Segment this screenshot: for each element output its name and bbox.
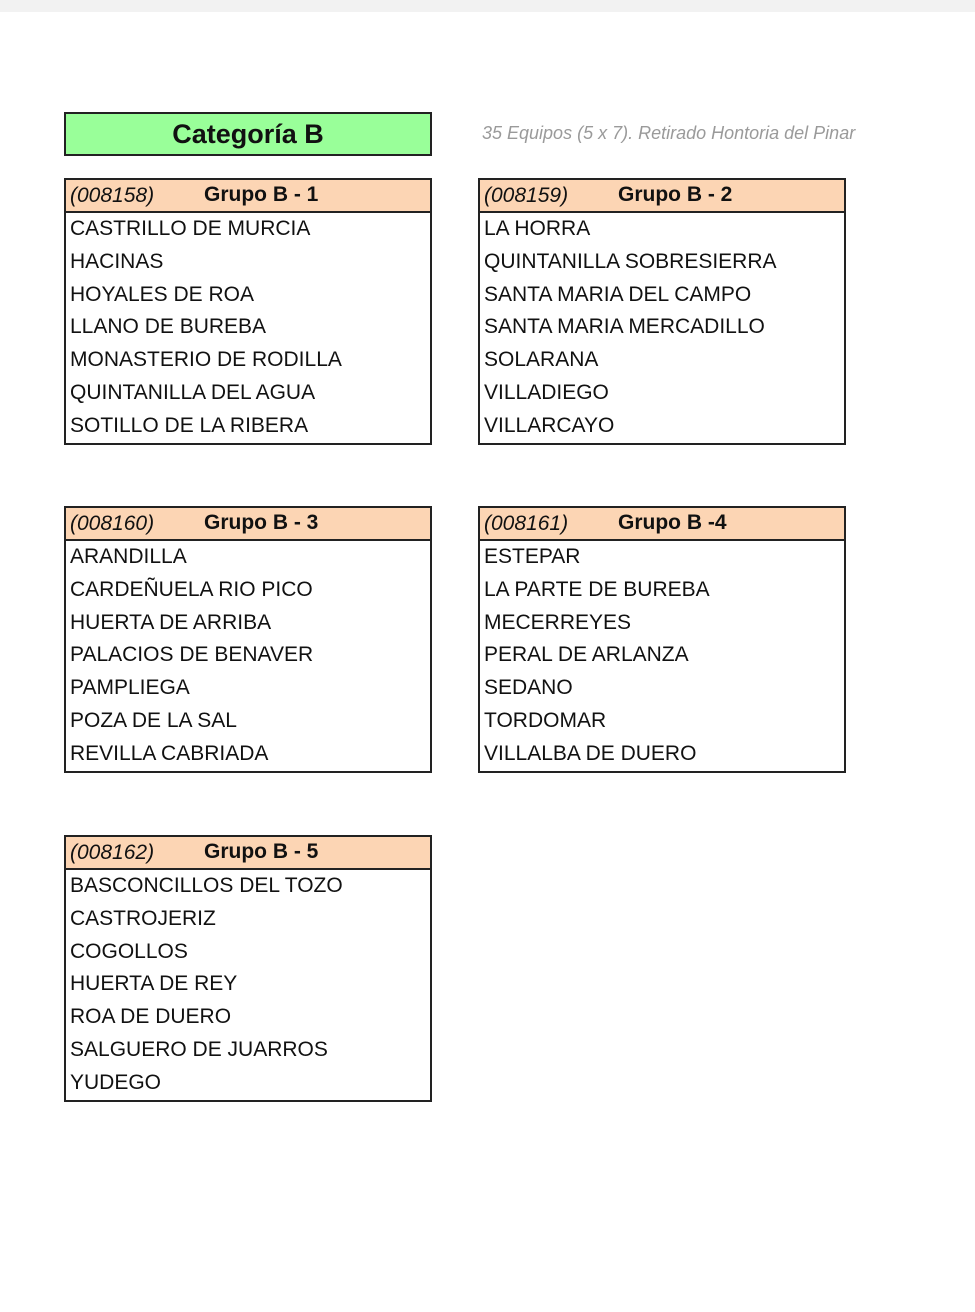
- team-item: QUINTANILLA DEL AGUA: [70, 380, 316, 404]
- team-item: ESTEPAR: [484, 545, 581, 568]
- team-item: ROA DE DUERO: [70, 1005, 232, 1029]
- team-item: LA HORRA: [484, 217, 591, 240]
- team-item: SANTA MARIA MERCADILLO: [484, 315, 765, 339]
- team-item: HUERTA DE ARRIBA: [70, 610, 272, 634]
- team-item: PERAL DE ARLANZA: [484, 643, 689, 667]
- team-item: VILLADIEGO: [484, 380, 609, 404]
- team-item: CASTROJERIZ: [70, 906, 216, 930]
- team-item: MONASTERIO DE RODILLA: [70, 348, 342, 372]
- group-name: Grupo B - 2: [618, 183, 733, 206]
- group-header: [480, 508, 844, 541]
- team-item: BASCONCILLOS DEL TOZO: [70, 874, 343, 897]
- team-item: CASTRILLO DE MURCIA: [70, 217, 311, 240]
- team-item: REVILLA CABRIADA: [70, 741, 269, 765]
- team-item: PAMPLIEGA: [70, 676, 190, 700]
- group-name: Grupo B -4: [618, 511, 727, 534]
- team-item: YUDEGO: [70, 1070, 162, 1094]
- team-item: QUINTANILLA SOBRESIERRA: [484, 249, 777, 273]
- team-item: SEDANO: [484, 676, 573, 700]
- group-code: (008158): [70, 184, 155, 207]
- team-item: HUERTA DE REY: [70, 972, 238, 996]
- group-b5: [64, 835, 432, 1102]
- category-title: Categoría B: [64, 112, 432, 156]
- team-item: TORDOMAR: [484, 708, 607, 732]
- top-bar: [0, 0, 975, 12]
- group-b1: [64, 178, 432, 445]
- team-item: COGOLLOS: [70, 939, 188, 963]
- group-header: [66, 180, 430, 213]
- team-list: [480, 541, 844, 771]
- team-item: VILLALBA DE DUERO: [484, 741, 697, 765]
- team-item: MECERREYES: [484, 610, 632, 634]
- team-item: SOLARANA: [484, 348, 599, 372]
- team-list: [480, 213, 844, 443]
- category-subtitle: 35 Equipos (5 x 7). Retirado Hontoria del Pinar: [482, 123, 856, 143]
- group-name: Grupo B - 3: [204, 511, 319, 534]
- team-item: SANTA MARIA DEL CAMPO: [484, 282, 752, 306]
- group-header: [480, 180, 844, 213]
- group-code: (008160): [70, 512, 155, 535]
- group-b2: [478, 178, 846, 445]
- team-item: HOYALES DE ROA: [70, 282, 254, 306]
- team-list: [66, 213, 430, 443]
- team-list: [66, 541, 430, 771]
- team-item: VILLARCAYO: [484, 413, 615, 437]
- group-b3: [64, 506, 432, 773]
- team-item: SALGUERO DE JUARROS: [70, 1037, 328, 1061]
- team-item: POZA DE LA SAL: [70, 708, 237, 732]
- group-header: [66, 508, 430, 541]
- team-item: ARANDILLA: [70, 545, 187, 568]
- team-item: HACINAS: [70, 249, 164, 273]
- group-code: (008161): [484, 512, 569, 535]
- team-item: LLANO DE BUREBA: [70, 315, 267, 339]
- group-code: (008159): [484, 184, 569, 207]
- team-list: [66, 870, 430, 1100]
- team-item: SOTILLO DE LA RIBERA: [70, 413, 309, 437]
- team-item: PALACIOS DE BENAVER: [70, 643, 314, 667]
- group-code: (008162): [70, 841, 155, 864]
- group-b4: [478, 506, 846, 773]
- group-header: [66, 837, 430, 870]
- team-item: LA PARTE DE BUREBA: [484, 577, 710, 601]
- group-name: Grupo B - 1: [204, 183, 319, 206]
- team-item: CARDEÑUELA RIO PICO: [70, 577, 313, 601]
- group-name: Grupo B - 5: [204, 840, 319, 863]
